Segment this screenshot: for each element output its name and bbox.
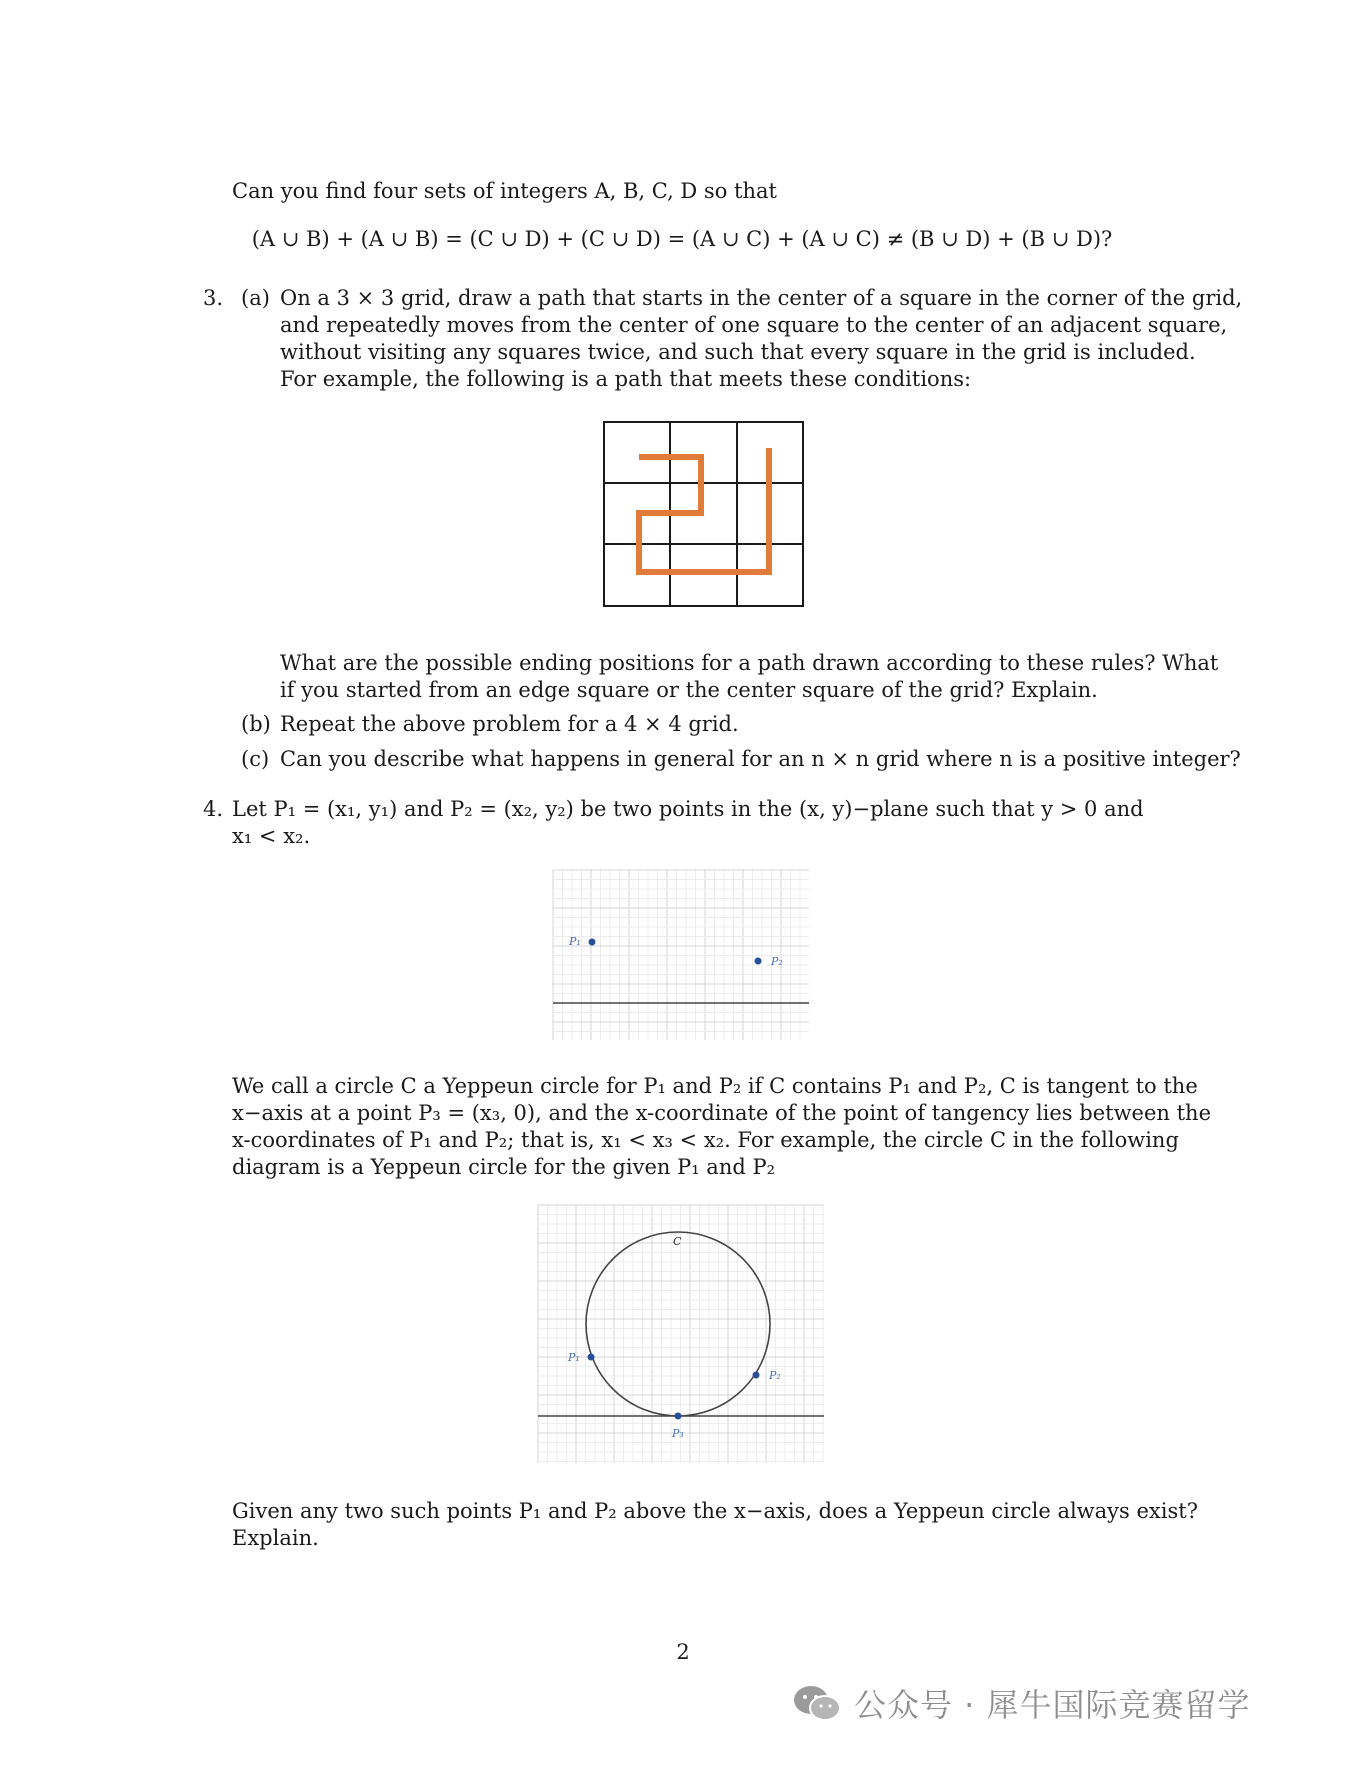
- yeppeun-circle-figure: [538, 1205, 824, 1463]
- problem-4-line-1: Let P₁ = (x₁, y₁) and P₂ = (x₂, y₂) be two points in the (x, y)−plane such that y > 0 and: [232, 797, 1144, 821]
- problem-3b-label: (b): [241, 712, 271, 736]
- points-figure: [553, 870, 809, 1040]
- page-number: 2: [676, 1640, 690, 1664]
- grid-path-figure: [603, 421, 805, 607]
- problem-3a-line-3: without visiting any squares twice, and such that every square in the grid is included.: [280, 340, 1196, 364]
- problem-4-line-2: x₁ < x₂.: [232, 824, 311, 848]
- intro-equation: (A ∪ B) + (A ∪ B) = (C ∪ D) + (C ∪ D) = (A ∪ C) + (A ∪ C) ≠ (B ∪ D) + (B ∪ D)?: [251, 227, 1113, 251]
- fig2-p1-label: P₁: [568, 1351, 580, 1364]
- problem-3b-text: Repeat the above problem for a 4 × 4 grid.: [280, 712, 739, 736]
- problem-3c-text: Can you describe what happens in general for an n × n grid where n is a positive integer?: [280, 747, 1241, 771]
- problem-3a-line-2: and repeatedly moves from the center of one square to the center of an adjacent square,: [280, 313, 1228, 337]
- fig2-p2-label: P₂: [769, 1369, 781, 1382]
- problem-3-number: 3.: [203, 286, 224, 310]
- watermark: [790, 1678, 1251, 1728]
- fig1-p2-label: P₂: [771, 955, 783, 968]
- fig2-p3-label: P₃: [672, 1427, 684, 1440]
- question-line-2: Explain.: [232, 1526, 319, 1550]
- intro-line: Can you find four sets of integers A, B, C, D so that: [232, 179, 777, 203]
- problem-3a-line-4: For example, the following is a path that meets these conditions:: [280, 367, 972, 391]
- fig2-p2-point: [753, 1372, 760, 1379]
- problem-3a-after-line-2: if you started from an edge square or the center square of the grid? Explain.: [280, 678, 1098, 702]
- problem-3a-line-1: On a 3 × 3 grid, draw a path that starts in the center of a square in the corner of the grid,: [280, 286, 1243, 310]
- definition-line-1: We call a circle C a Yeppeun circle for P₁ and P₂ if C contains P₁ and P₂, C is tangent to the: [232, 1074, 1198, 1098]
- definition-line-2: x−axis at a point P₃ = (x₃, 0), and the x-coordinate of the point of tangency lies between the: [232, 1101, 1211, 1125]
- fig2-c-label: C: [673, 1235, 682, 1248]
- problem-3a-label: (a): [241, 286, 270, 310]
- definition-line-3: x-coordinates of P₁ and P₂; that is, x₁ < x₃ < x₂. For example, the circle C in the following: [232, 1128, 1179, 1152]
- wechat-icon: [790, 1683, 844, 1723]
- fig1-p2-point: [755, 958, 762, 965]
- fig2-p3-point: [675, 1413, 682, 1420]
- watermark-text: 公众号 · 犀牛国际竞赛留学: [854, 1686, 1251, 1724]
- fig1-p1-point: [589, 939, 596, 946]
- fig1-p1-label: P₁: [569, 935, 581, 948]
- problem-4-number: 4.: [203, 797, 224, 821]
- example-path: [639, 448, 769, 572]
- definition-line-4: diagram is a Yeppeun circle for the given P₁ and P₂: [232, 1155, 776, 1179]
- fig2-p1-point: [588, 1354, 595, 1361]
- problem-3c-label: (c): [241, 747, 270, 771]
- problem-3a-after-line-1: What are the possible ending positions for a path drawn according to these rules? What: [280, 651, 1219, 675]
- question-line-1: Given any two such points P₁ and P₂ above the x−axis, does a Yeppeun circle always exist?: [232, 1499, 1198, 1523]
